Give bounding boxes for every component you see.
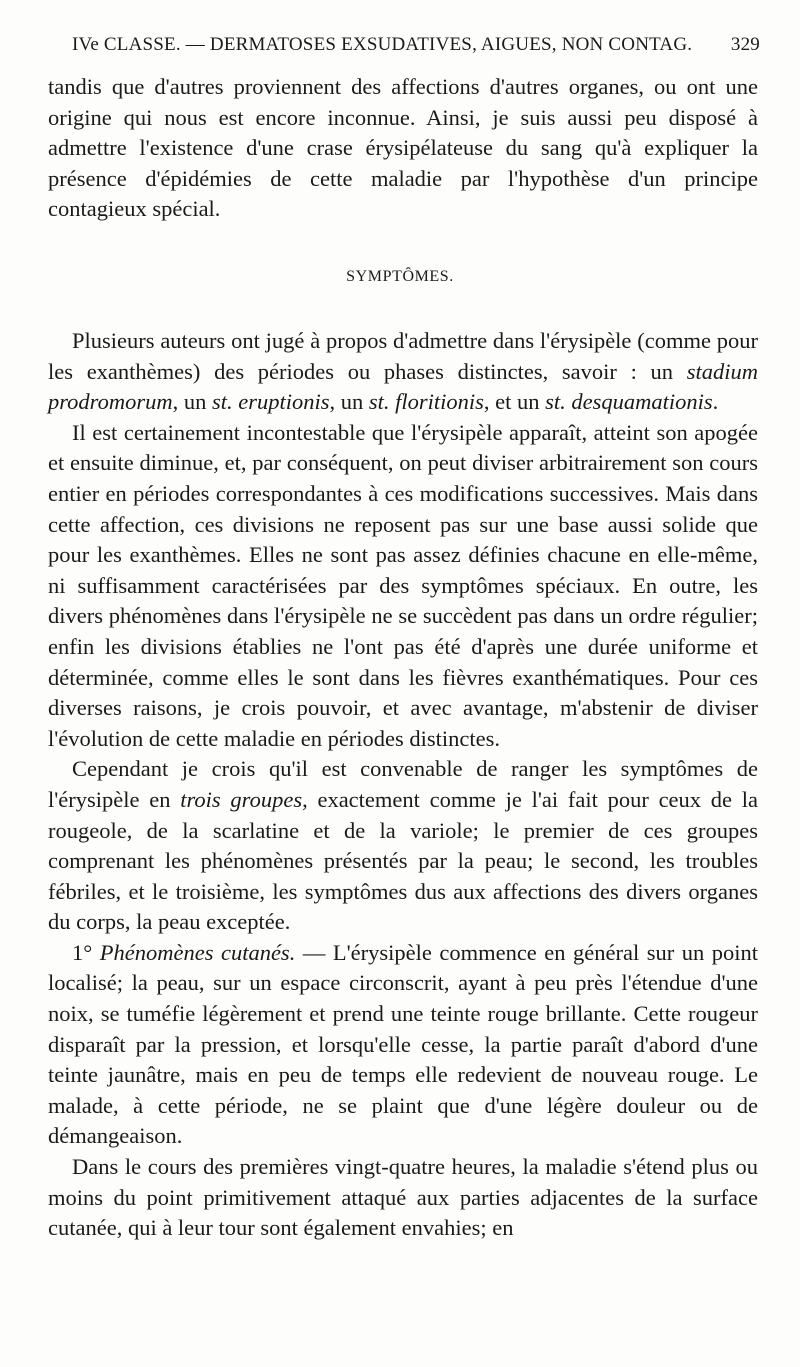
paragraph-evolution: Il est certainement incontestable que l'érysipèle apparaît, atteint son apogée et ensuite diminue, et, par conséquent, on peut diviser arbitrairement son cours entier en périodes correspondantes à ces modifications successives. Mais dans cette affection, ces divisions ne reposent pas sur une base aussi solide que pour les exanthèmes. Elles ne sont pas assez définies chacune en elle-même, ni suffisamment caractérisées par des symptômes spéciaux. En outre, les divers phénomènes dans l'érysipèle ne se succèdent pas dans un ordre régulier; enfin les divisions établies ne l'ont pas été d'après une durée uniforme et déterminée, comme elles le sont dans les fièvres exanthématiques. Pour ces diverses raisons, je crois pouvoir, et avec avantage, m'abstenir de diviser l'évolution de cette maladie en périodes distinctes. — [48, 419, 758, 751]
intro-text-block — [48, 72, 758, 225]
paragraph-periods: Plusieurs auteurs ont jugé à propos d'admettre dans l'érysipèle (comme pour les exanthèmes) des périodes ou phases distinctes, savoir : un stadium prodromorum, un st. eruptionis, un st. floritionis, et un st. desquamationis. — [48, 328, 758, 415]
paragraph-progression: Dans le cours des premières vingt-quatre heures, la maladie s'étend plus ou moins du point primitivement attaqué aux parties adjacentes de la surface cutanée, qui à leur tour sont également envahies; en — [48, 1154, 758, 1241]
paragraph-groups: Cependant je crois qu'il est convenable de ranger les symptômes de l'érysipèle en trois groupes, exactement comme je l'ai fait pour ceux de la rougeole, de la scarlatine et de la variole; le premier de ces groupes comprenant les phénomènes présentés par la peau; le second, les troubles fébriles, et le troisième, les symptômes dus aux affections des divers organes du corps, la peau exceptée. — [48, 756, 759, 935]
paragraph-cutaneous: 1° Phénomènes cutanés. — L'érysipèle commence en général sur un point localisé; la peau, sur un espace circonscrit, ayant à peu près l'étendue d'une noix, se tuméfie légèrement et prend une teinte rouge brillante. Cette rougeur disparaît par la pression, et lorsqu'elle cesse, la partie paraît d'abord d'une teinte jaunâtre, mais en peu de temps elle redevient de nouveau rouge. Le malade, à cette période, ne se plaint que d'une légère douleur ou de démangeaison. — [48, 939, 758, 1149]
section-heading: SYMPTÔMES. — [346, 268, 454, 285]
paragraph-intro: tandis que d'autres proviennent des affections d'autres organes, ou ont une origine qui nous est encore inconnue. Ainsi, je suis aussi peu disposé à admettre l'existence d'une crase érysipélateuse du sang qu'à expliquer la présence d'épidémies de cette maladie par l'hypothèse d'un principe contagieux spécial. — [48, 74, 758, 222]
running-header — [72, 34, 760, 60]
running-title: IVe CLASSE. — DERMATOSES EXSUDATIVES, AIGUES, NON CONTAG. — [72, 34, 693, 55]
page-number: 329 — [730, 34, 760, 55]
symptoms-text-block — [48, 326, 758, 1244]
